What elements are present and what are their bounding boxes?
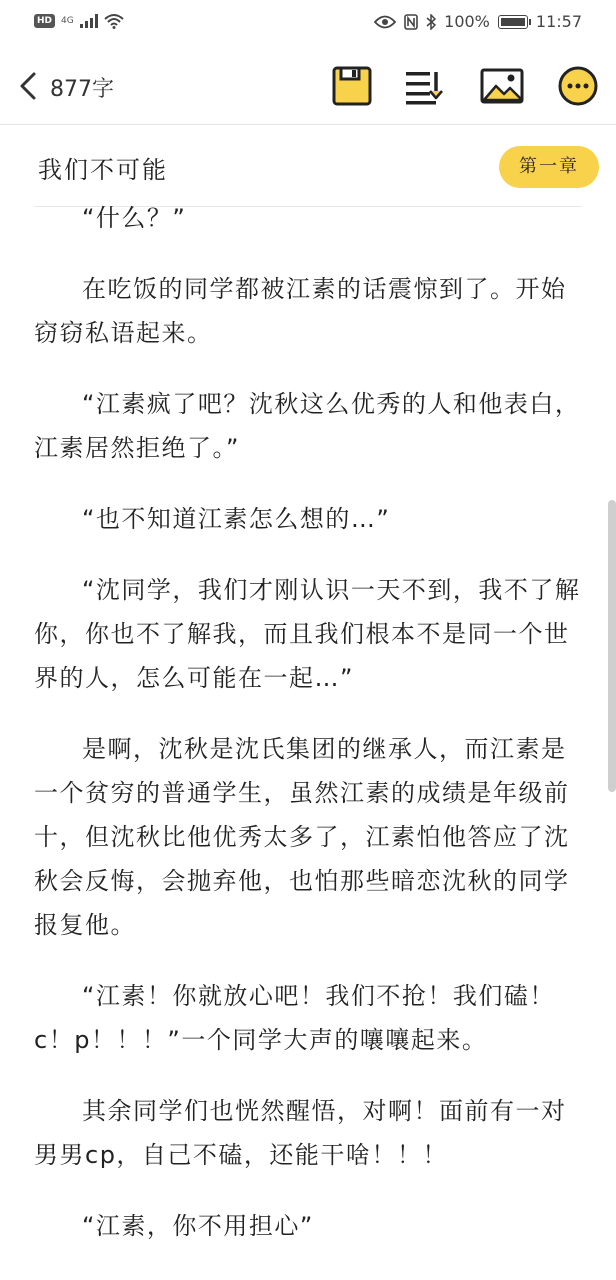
format-icon[interactable] [402,64,446,108]
document-title[interactable]: 我们不可能 [38,156,168,184]
scrollbar[interactable] [608,500,616,792]
battery-icon [498,15,528,29]
bluetooth-icon [426,14,436,30]
paragraph: 在吃饭的同学都被江素的话震惊到了。开始窃窃私语起来。 [34,275,567,347]
title-row [34,126,582,207]
paragraph: 其余同学们也恍然醒悟，对啊！面前有一对男男cp，自己不磕，还能干啥！！！ [34,1097,567,1169]
save-icon[interactable] [330,64,374,108]
chapter-button[interactable]: 第一章 [499,146,599,188]
status-right [374,12,582,31]
eye-icon [374,15,396,29]
hd-icon: HD [34,14,55,28]
wifi-icon [104,13,124,29]
network-type: 4G [61,16,74,26]
editor-toolbar [0,52,616,125]
back-arrow-icon[interactable] [12,68,48,104]
editor-content[interactable] [34,196,584,1248]
paragraph: “江素！你就放心吧！我们不抢！我们磕！c！p！！！”一个同学大声的嚷嚷起来。 [34,982,555,1054]
status-bar [0,0,616,46]
paragraph: 是啊，沈秋是沈氏集团的继承人，而江素是一个贫穷的普通学生，虽然江素的成绩是年级前十，但沈秋比他优秀太多了，江素怕他答应了沈秋会反悔，会抛弃他，也怕那些暗恋沈秋的同学报复他。 [34,735,570,939]
paragraph: “也不知道江素怎么想的…” [82,505,391,533]
battery-percent: 100% [444,12,490,31]
clock: 11:57 [535,12,582,31]
paragraph: “沈同学，我们才刚认识一天不到，我不了解你，你也不了解我，而且我们根本不是同一个世界的人，怎么可能在一起…” [34,576,581,692]
image-icon[interactable] [480,64,524,108]
paragraph: “江素疯了吧？沈秋这么优秀的人和他表白，江素居然拒绝了。” [34,390,581,462]
nfc-icon [404,14,418,30]
more-icon[interactable] [556,64,600,108]
paragraph: “什么？” [82,204,187,232]
status-left [34,13,124,29]
paragraph: “江素，你不用担心” [82,1212,314,1240]
signal-icon [80,14,98,28]
word-count: 877字 [50,77,114,102]
